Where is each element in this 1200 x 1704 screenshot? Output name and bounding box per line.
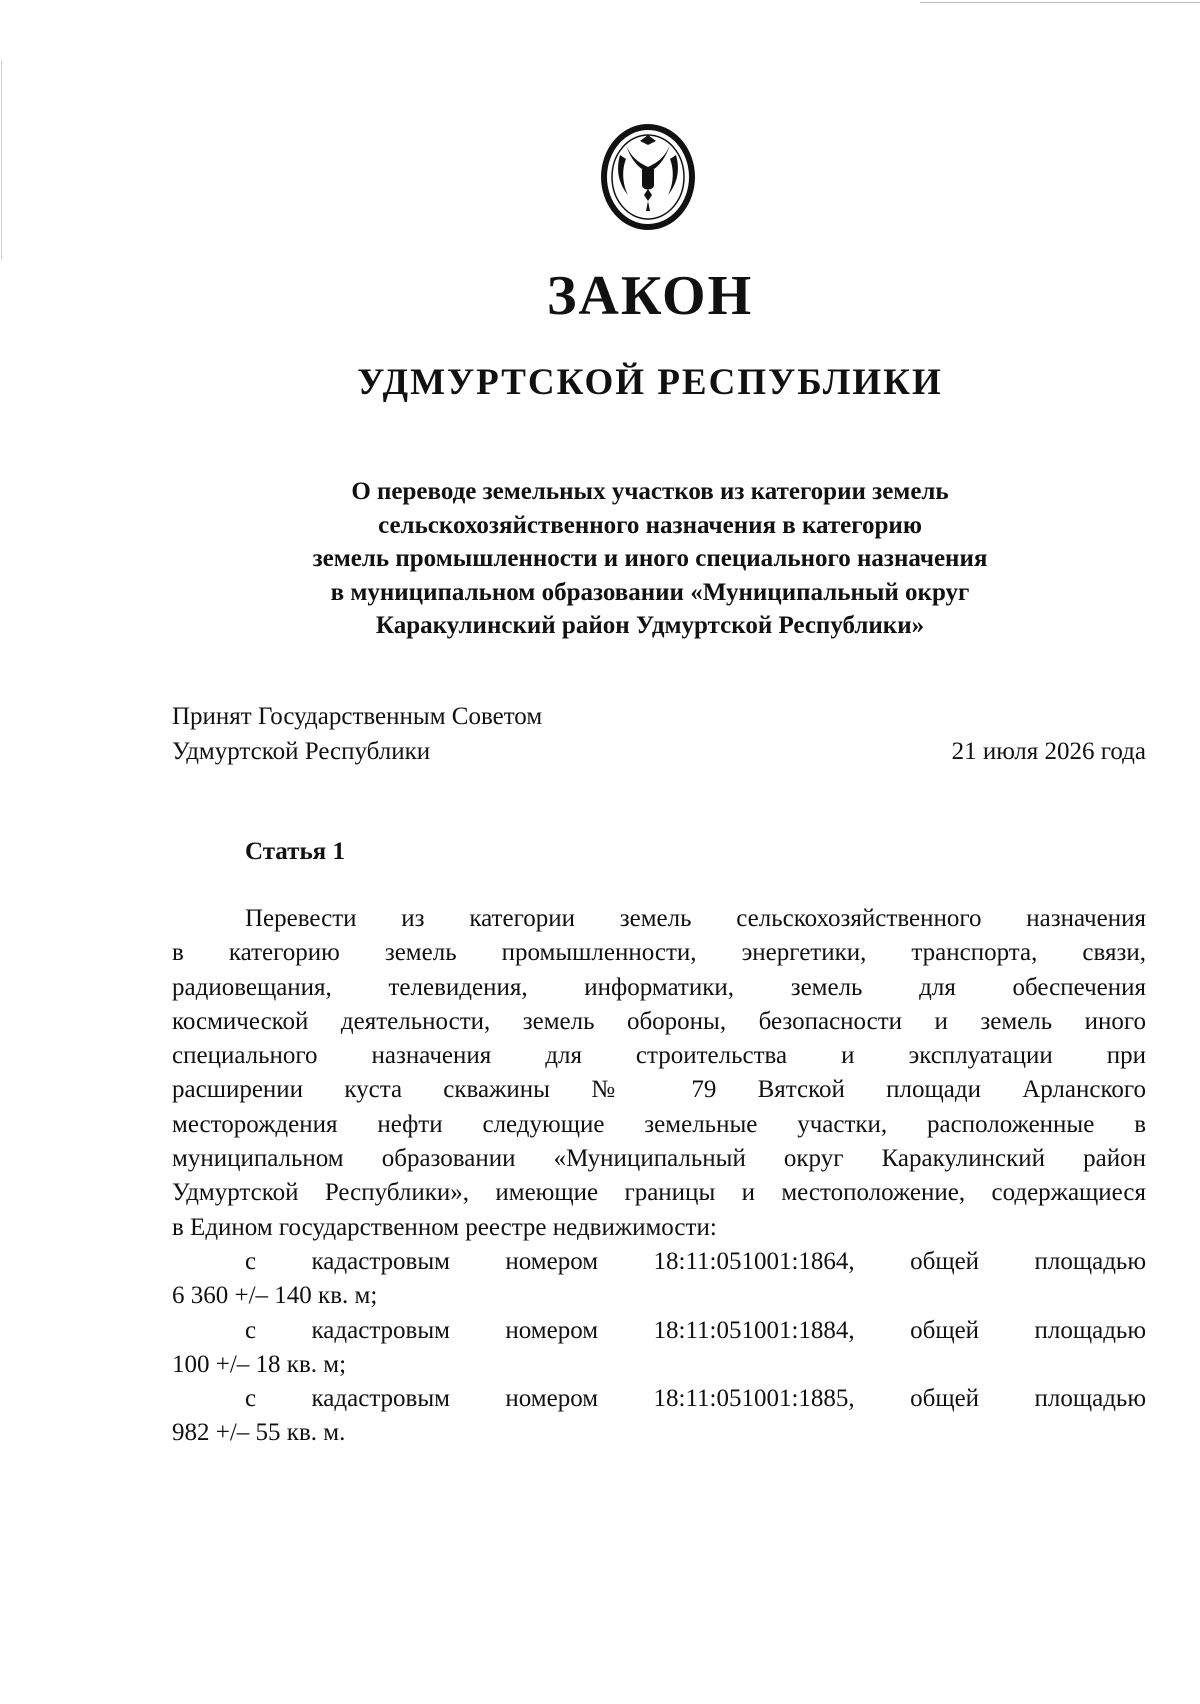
article-body: [172, 902, 1146, 1451]
document-subtitle: УДМУРТСКОЙ РЕСПУБЛИКИ: [357, 362, 943, 403]
scan-edge-line: [920, 2, 1200, 3]
parcel-area: 6 360 +/– 140 кв. м;: [172, 1282, 378, 1310]
body-line: в Едином государственном реестре недвижимости:: [172, 1213, 717, 1241]
parcel-line: с кадастровым номером 18:11:051001:1884, общей площадью: [245, 1316, 1146, 1344]
body-line: в категорию земель промышленности, энергетики, транспорта, связи,: [172, 939, 1146, 967]
body-line: месторождения нефти следующие земельные участки, расположенные в: [172, 1110, 1146, 1138]
subject-line: О переводе земельных участков из категории земель: [351, 478, 949, 505]
subject-line: сельскохозяйственного назначения в категорию: [378, 511, 922, 539]
body-line: радиовещания, телевидения, информатики, земель для обеспечения: [172, 973, 1146, 1001]
body-line: специального назначения для строительства и эксплуатации при: [172, 1042, 1146, 1070]
body-line: Удмуртской Республики», имеющие границы и местоположение, содержащиеся: [172, 1179, 1146, 1207]
document-title: ЗАКОН: [546, 265, 754, 327]
subject-line: Каракулинский район Удмуртской Республики»: [375, 612, 925, 639]
parcel-area: 982 +/– 55 кв. м.: [172, 1419, 346, 1447]
adoption-line: Удмуртской Республики: [172, 738, 431, 765]
adoption-block: [172, 699, 1146, 769]
adoption-date: 21 июля 2026 года: [951, 738, 1146, 765]
subject-line: в муниципальном образовании «Муниципальный округ: [330, 578, 970, 606]
subject-line: земель промышленности и иного специального назначения: [312, 545, 988, 572]
body-line: расширении куста скважины № 79 Вятской площади Арланского: [172, 1076, 1146, 1104]
body-line: муниципальном образовании «Муниципальный округ Каракулинский район: [172, 1145, 1146, 1173]
scan-edge-line: [1, 60, 2, 260]
parcel-line: с кадастровым номером 18:11:051001:1864, общей площадью: [245, 1247, 1146, 1275]
adoption-line: Принят Государственным Советом: [172, 703, 543, 730]
coat-of-arms-emblem: [596, 117, 700, 233]
law-subject: [250, 475, 1050, 643]
body-line: космической деятельности, земель обороны, безопасности и земель иного: [172, 1007, 1146, 1035]
parcel-line: с кадастровым номером 18:11:051001:1885, общей площадью: [245, 1385, 1146, 1413]
parcel-area: 100 +/– 18 кв. м;: [172, 1350, 347, 1378]
article-title: Статья 1: [245, 838, 345, 865]
body-line: Перевести из категории земель сельскохозяйственного назначения: [245, 905, 1146, 932]
